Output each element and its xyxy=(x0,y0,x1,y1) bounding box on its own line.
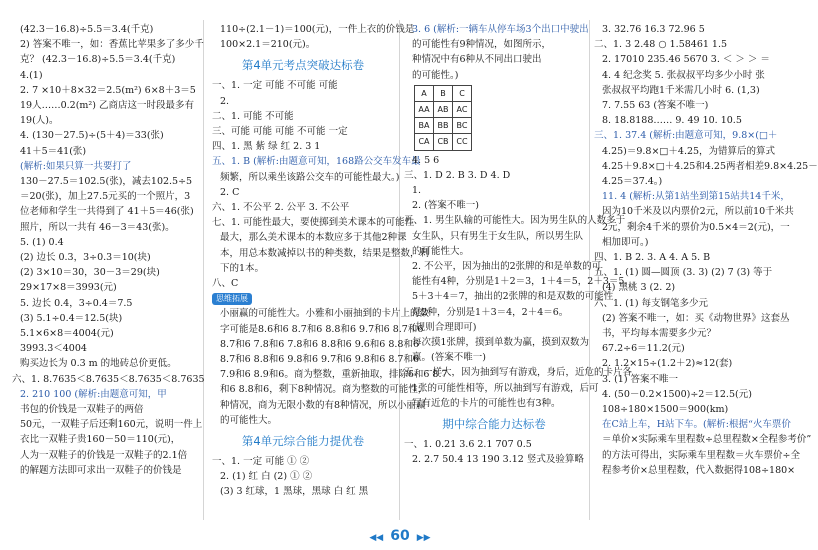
answer-line: 三、可能 可能 可能 不可能 一定 xyxy=(212,126,348,138)
answer-line: ＝20(张)，加上27.5元买的一个照片，3 xyxy=(20,191,191,203)
answer-line: 的解题方法即可求出一双鞋子的价钱是 xyxy=(20,464,182,476)
answer-line: 19人……0.2(m²) 乙商店这一时段最多有 xyxy=(20,100,194,112)
answer-line: 2. xyxy=(220,95,230,107)
answer-line: 照片，所以一共有 46－3＝43(张)。 xyxy=(20,221,175,233)
answer-line: 的方法可得出，实际乘车里程数＝火车票价÷全 xyxy=(602,449,800,461)
grid-cell: CA xyxy=(415,134,434,150)
answer-line: 六、1. 8.7635＜8.7635＜8.7635＜8.7635 xyxy=(12,373,205,385)
grid-cell: AB xyxy=(434,102,453,118)
section-title: 第4单元综合能力提优卷 xyxy=(241,434,365,449)
answer-line: 2. 210 100 (解析:由题意可知，甲 xyxy=(20,388,167,400)
answer-line: (规则合理即可) xyxy=(412,321,477,333)
answer-line: 本，用总本数减掉以书的种类数，结果是整数，剩 xyxy=(220,247,430,259)
answer-line: (2) 边长 0.3，3÷0.3＝10(块) xyxy=(20,252,151,264)
section-title: 期中综合能力达标卷 xyxy=(442,417,546,432)
answer-line: 2. 1.2×15÷(1.2＋2)≈12(套) xyxy=(602,358,733,370)
page-footer xyxy=(0,528,800,544)
answer-line: 2. 不公平，因为抽出的2张牌的和是单数的可 xyxy=(412,261,602,273)
answer-line: 11. 4 (解析:从第1站坐到第15站共14千米， xyxy=(602,191,790,203)
answer-line: 和6 8.8和6，剩下8种情况。商为整数的可能性， xyxy=(220,384,428,396)
answer-line: 种情况，商为无限小数的有8种情况，所以小丽赢 xyxy=(220,399,426,411)
answer-column-4 xyxy=(594,22,818,520)
grid-cell: C xyxy=(453,85,472,101)
answer-line: 2. (答案不唯一) xyxy=(412,200,479,212)
answer-line: 的可能性有9种情况，如图所示， xyxy=(412,39,552,51)
answer-line: 1张的可能性相等，所以抽到写有游戏，后可 xyxy=(412,382,599,394)
answer-line: 书包的价钱是一双鞋子的两倍 xyxy=(20,404,144,416)
answer-line: 最大，那么美术课本的本数应多于其他2种课 xyxy=(220,232,407,244)
answer-line: 7. 7.55 63 (答案不唯一) xyxy=(602,100,709,112)
answer-line: 29×17×8＝3993(元) xyxy=(20,282,117,294)
thinking-tag: 思维拓展 xyxy=(212,293,252,305)
answer-line: 3. 32.76 16.3 72.96 5 xyxy=(602,24,705,35)
answer-line: 4.(1) xyxy=(20,69,43,81)
thinking-tag-row xyxy=(212,291,394,306)
answer-line: 2元，剩余4千米的票价为0.5×4＝2(元)，一 xyxy=(602,221,790,233)
column-divider xyxy=(203,20,204,520)
answer-line: (4) 黑桃 3 (2. 2) xyxy=(602,282,676,294)
answer-line: 1. xyxy=(412,185,422,197)
answer-line: 程参考价×总里程数，代入数据得108÷180× xyxy=(602,464,796,476)
answer-line: 能性有4种，分别是1＋2＝3，1＋4＝5，2＋3＝5， xyxy=(412,276,634,288)
answer-line: 41＋5＝41(张) xyxy=(20,145,87,157)
column-divider xyxy=(399,20,400,520)
answer-line: 一、1. 0.21 3.6 2.1 707 0.5 xyxy=(404,439,532,451)
answer-line: 二、1. 可能 不可能 xyxy=(212,110,294,122)
answer-line: 相加即可。) xyxy=(602,236,649,248)
answer-line: 人为一双鞋子的价钱是一双鞋子的2.1倍 xyxy=(20,449,188,461)
answer-line: 在C站上车，H站下车。(解析:根据“火车票价 xyxy=(602,419,791,431)
answer-line: 一、1. 一定 可能 不可能 可能 xyxy=(212,80,338,92)
grid-cell: BC xyxy=(453,118,472,134)
answer-line: 4. 5 6 xyxy=(412,154,440,166)
answer-line: 五、1. 男生队输的可能性大。因为男生队的人数多于 xyxy=(404,215,626,227)
answer-line: 4. (130－27.5)÷(5＋4)＝33(张) xyxy=(20,130,164,142)
answer-line: 的可能性大。 xyxy=(220,414,278,426)
answer-line: 4.25＋9.8×□＋4.25和4.25两者相差9.8×4.25－ xyxy=(602,160,818,172)
answer-line: 108÷180×1500＝900(km) xyxy=(602,404,729,416)
answer-line: 的可能性。) xyxy=(412,69,459,81)
answer-line: 110÷(2.1－1)＝100(元)，一件上衣的价钱是 xyxy=(220,24,415,35)
answer-line: 的可能性大。 xyxy=(412,245,470,257)
answer-line: 种情况中有6种从不同出口驶出 xyxy=(412,54,542,66)
answer-line: 2. C xyxy=(220,186,240,198)
grid-cell: A xyxy=(415,85,434,101)
answer-line: 3. (1) 答案不唯一 xyxy=(602,373,679,385)
outcome-grid-figure xyxy=(414,85,584,151)
answer-line: 张叔叔平均跑1千米需几小时 6. (1,3) xyxy=(602,84,760,96)
answer-line: 一、1. 一定 可能 ① ② xyxy=(212,456,310,468)
answer-line: 4. 4 纪念奖 5. 张叔叔平均多少小时 张 xyxy=(602,69,765,81)
answer-line: 购买边长为 0.3 m 的地砖总价更低。 xyxy=(20,358,177,370)
answer-line: 四、1. B 2. 3. A 4. A 5. B xyxy=(594,252,711,264)
grid-cell: CB xyxy=(434,134,453,150)
answer-line: 100×2.1＝210(元)。 xyxy=(220,39,316,51)
answer-line: 5. (1) 0.4 xyxy=(20,236,64,248)
answer-line: 因为10千米及以内票价2元，所以前10千米共 xyxy=(602,206,794,218)
answer-line: 4.25)＝9.8×□＋4.25，为错算后的算式 xyxy=(602,145,776,157)
answer-line: 50元，一双鞋子后还剩160元，说明一件上 xyxy=(20,419,203,431)
answer-line: 3. 6 (解析:一辆车从停车场3个出口中驶出 xyxy=(412,24,589,35)
answer-line: ＝单价×实际乘车里程数÷总里程数×全程参考价” xyxy=(602,434,812,446)
answer-line: 7.9和6 8.9和6。商为整数，重新抽取，排除6和6 8.7 xyxy=(220,369,448,381)
answer-line: 五、1. (1) 圆—圆顶 (3. 3) (2) 7 (3) 等于 xyxy=(594,267,773,279)
answer-line: 是2种，分别是1＋3＝4，2＋4＝6。 xyxy=(412,306,569,318)
answer-line: (3) 5.1÷0.4＝12.5(块) xyxy=(20,312,123,324)
answer-line: 女生队，只有男生于女生队，所以男生队 xyxy=(412,230,584,242)
answer-line: 每次摸1张牌，摸到单数为赢，摸到双数为 xyxy=(412,337,590,349)
answer-line: 赢。(答案不唯一) xyxy=(412,352,486,364)
answer-line: 频繁，所以乘坐该路公交车的可能性最大。) xyxy=(220,171,400,183)
answer-line: 4. (50－0.2×1500)÷2＝12.5(元) xyxy=(602,388,752,400)
answer-line: 下的1本。 xyxy=(220,262,265,274)
answer-line: 七、1. 可能性最大，要使掷到美术课本的可能性 xyxy=(212,217,415,229)
answer-line: 字可能是8.6和6 8.7和6 8.8和6 9.7和6 8.7和6 xyxy=(220,323,424,335)
answer-line: 130－27.5＝102.5(张)，减去102.5÷5 xyxy=(20,176,193,188)
answer-line: 2. 17010 235.46 5670 3. ＜ ＞ ＞ ＝ xyxy=(602,54,770,66)
answer-line: 八、C xyxy=(212,278,239,290)
answer-line: 三、1. D 2. B 3. D 4. D xyxy=(404,169,511,181)
answer-line: 五、1. B (解析:由题意可知，168路公交车发车最 xyxy=(212,156,421,168)
answer-line: 8. 18.8188…… 9. 49 10. 10.5 xyxy=(602,115,742,127)
answer-line: 衣比一双鞋子贵160－50＝110(元)， xyxy=(20,434,181,446)
answer-line: 六、1. 不公平 2. 公平 3. 不公平 xyxy=(212,202,350,214)
section-title: 第4单元考点突破达标卷 xyxy=(241,58,365,73)
answer-line: (2) 答案不唯一，如：买《动物世界》这套丛 xyxy=(602,312,790,324)
outcome-grid xyxy=(414,85,472,151)
grid-cell: BA xyxy=(415,118,434,134)
grid-cell: BB xyxy=(434,118,453,134)
answer-line: 2. 2.7 50.4 13 190 3.12 竖式及验算略 xyxy=(412,454,584,466)
grid-cell: AA xyxy=(415,102,434,118)
answer-line: 2. (1) 红 白 (2) ① ② xyxy=(220,471,313,483)
answer-line: 书，平均每本需要多少元？ xyxy=(602,328,717,340)
answer-line: 写有近危的卡片的可能性也有3种。 xyxy=(412,397,561,409)
answer-line: (42.3－16.8)÷5.5＝3.4(千克) xyxy=(20,24,154,35)
answer-line: 5＋3＋4＝7，抽出的2张牌的和是双数的可能性 xyxy=(412,291,614,303)
answer-line: 位老师和学生一共得到了 41＋5＝46(张) xyxy=(20,206,194,218)
answer-line: 四、1. 黑 紫 绿 红 2. 3 1 xyxy=(212,141,321,153)
answer-line: 67.2÷6＝11.2(元) xyxy=(602,343,685,355)
answer-line: 4.25＝37.4。) xyxy=(602,176,663,188)
page-number: 60 xyxy=(390,528,410,544)
grid-cell: B xyxy=(434,85,453,101)
answer-line: (3) 3 红球，1 黑球，黑球 白 红 黑 xyxy=(220,486,369,498)
answer-line: 二、1. 3 2.48 ○ 1.58461 1.5 xyxy=(594,39,728,51)
answer-line: (2) 3×10＝30，30－3＝29(块) xyxy=(20,267,160,279)
answer-line: 19(人)。 xyxy=(20,115,59,127)
answer-line: 5.1×6×8＝4004(元) xyxy=(20,328,114,340)
answer-column-1 xyxy=(12,22,205,520)
answer-line: 六、1. (1) 每支钢笔多少元 xyxy=(594,297,709,309)
next-arrow-icon: ▶▶ xyxy=(416,533,431,543)
answer-line: 8.7和6 7.8和6 7.8和6 8.8和6 9.6和6 8.8和6 xyxy=(220,338,420,350)
answer-line: 3993.3＜4004 xyxy=(20,343,87,355)
grid-cell: AC xyxy=(453,102,472,118)
answer-line: 8.7和6 8.8和6 9.8和6 9.7和6 9.8和6 8.7和6 xyxy=(220,354,420,366)
grid-cell: CC xyxy=(453,134,472,150)
answer-line: 克？ (42.3－16.8)÷5.5＝3.4(千克) xyxy=(20,54,176,66)
answer-line: 三、1. 37.4 (解析:由题意可知，9.8×(□＋ xyxy=(594,130,778,142)
answer-line: 2. 7 ×10＋8×32＝2.5(m²) 6×8＋3＝5 xyxy=(20,84,196,96)
answer-line: 2) 答案不唯一，如：香蕉比苹果多了多少千 xyxy=(20,39,204,51)
answer-line: 5. 边长 0.4，3÷0.4＝7.5 xyxy=(20,297,133,309)
prev-arrow-icon: ◀◀ xyxy=(369,533,384,543)
answer-line: 五、一样大，因为抽到写有游戏，身后，近危的卡片各 xyxy=(404,367,633,379)
answer-line: 小丽赢的可能性大。小雅和小丽抽到的卡片上的数 xyxy=(220,308,430,320)
answer-line: (解析:如果只算一共要打了 xyxy=(20,160,132,172)
